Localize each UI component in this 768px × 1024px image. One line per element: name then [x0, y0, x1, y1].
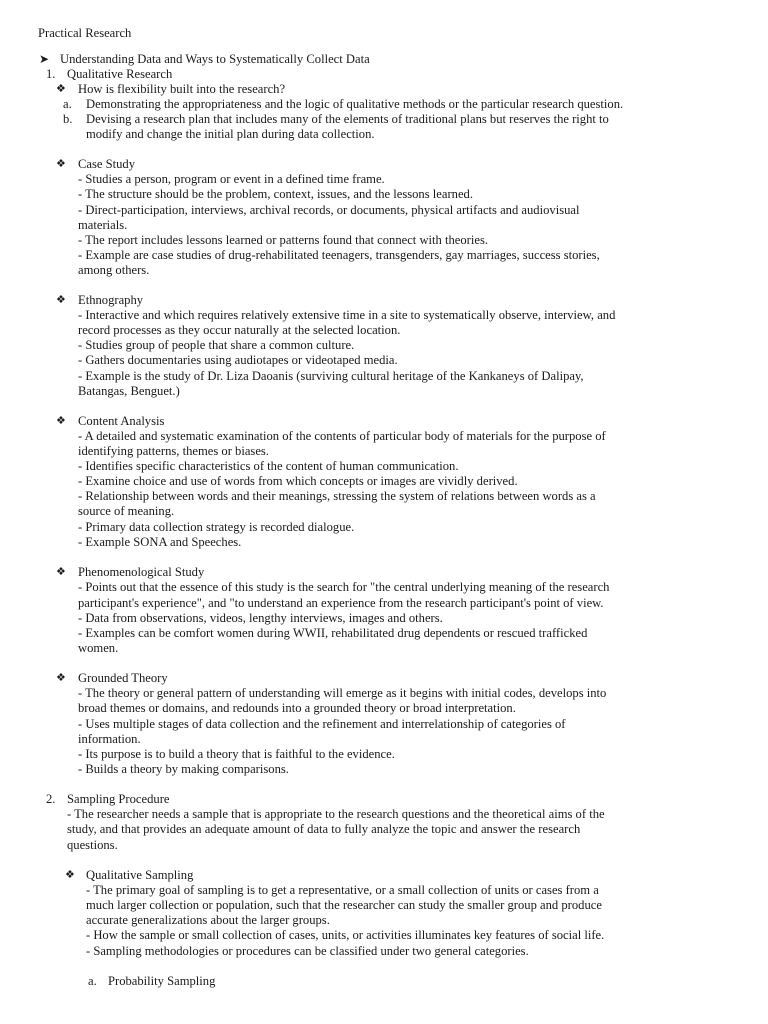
- question-heading: How is flexibility built into the research?: [78, 82, 286, 96]
- body-line: - Gathers documentaries using audiotapes or videotaped media.: [78, 353, 398, 367]
- body-line: - Direct-participation, interviews, archival records, or documents, physical artifacts and audiovisual: [78, 203, 580, 217]
- arrow-bullet-icon: ➤: [39, 52, 50, 66]
- body-line: accurate generalizations about the larger groups.: [86, 913, 330, 927]
- body-line: - A detailed and systematic examination of the contents of particular body of materials for the purpose of: [78, 429, 606, 443]
- body-line: - Example is the study of Dr. Liza Daoanis (surviving cultural heritage of the Kankaneys of Dalipay,: [78, 369, 584, 383]
- list-item-text: Demonstrating the appropriateness and the logic of qualitative methods or the particular research question.: [86, 97, 624, 111]
- body-line: - The theory or general pattern of understanding will emerge as it begins with initial codes, develops into: [78, 686, 607, 700]
- body-line: - The report includes lessons learned or patterns found that connect with theories.: [78, 233, 488, 247]
- list-number: 2.: [46, 792, 56, 806]
- body-line: source of meaning.: [78, 504, 175, 518]
- subsection-title: Sampling Procedure: [67, 792, 170, 806]
- list-item-text: Devising a research plan that includes many of the elements of traditional plans but reserves the right to: [86, 112, 609, 126]
- body-line: broad themes or domains, and redounds into a grounded theory or broad interpretation.: [78, 701, 516, 715]
- body-line: - Its purpose is to build a theory that is faithful to the evidence.: [78, 747, 395, 761]
- list-marker: a.: [88, 974, 97, 988]
- list-marker: b.: [63, 112, 73, 126]
- subsection-title: Qualitative Research: [67, 67, 173, 81]
- list-marker: a.: [63, 97, 72, 111]
- topic-heading: Qualitative Sampling: [86, 868, 194, 882]
- body-line: - Studies a person, program or event in a defined time frame.: [78, 172, 385, 186]
- list-item-text: Probability Sampling: [108, 974, 216, 988]
- body-line: - Examples can be comfort women during WWII, rehabilitated drug dependents or rescued trafficked: [78, 626, 588, 640]
- topic-heading: Case Study: [78, 157, 136, 171]
- document-header: Practical Research: [38, 26, 132, 40]
- body-line: - Data from observations, videos, lengthy interviews, images and others.: [78, 611, 443, 625]
- section-heading: Understanding Data and Ways to Systematically Collect Data: [60, 52, 370, 66]
- list-number: 1.: [46, 67, 56, 81]
- diamond-bullet-icon: ❖: [56, 672, 66, 684]
- body-line: - How the sample or small collection of cases, units, or activities illuminates key features of social life.: [86, 928, 605, 942]
- body-line: questions.: [67, 838, 118, 852]
- body-line: materials.: [78, 218, 128, 232]
- body-line: - Interactive and which requires relatively extensive time in a site to systematically observe, interview, and: [78, 308, 616, 322]
- body-line: women.: [78, 641, 119, 655]
- body-line: - Studies group of people that share a common culture.: [78, 338, 355, 352]
- body-line: participant's experience", and "to understand an experience from the research participant's point of view.: [78, 596, 604, 610]
- diamond-bullet-icon: ❖: [56, 294, 66, 306]
- body-line: - Points out that the essence of this study is the search for "the central underlying meaning of the research: [78, 580, 610, 594]
- diamond-bullet-icon: ❖: [56, 83, 66, 95]
- diamond-bullet-icon: ❖: [65, 869, 75, 881]
- body-line: - Sampling methodologies or procedures can be classified under two general categories.: [86, 944, 529, 958]
- body-line: - Example SONA and Speeches.: [78, 535, 242, 549]
- list-item-text: modify and change the initial plan during data collection.: [86, 127, 375, 141]
- topic-heading: Ethnography: [78, 293, 144, 307]
- body-line: - Relationship between words and their meanings, stressing the system of relations between words as a: [78, 489, 596, 503]
- body-line: - Identifies specific characteristics of the content of human communication.: [78, 459, 459, 473]
- diamond-bullet-icon: ❖: [56, 158, 66, 170]
- body-line: among others.: [78, 263, 150, 277]
- body-line: - The structure should be the problem, context, issues, and the lessons learned.: [78, 187, 473, 201]
- body-line: Batangas, Benguet.): [78, 384, 180, 398]
- body-line: - Example are case studies of drug-rehabilitated teenagers, transgenders, gay marriages, success stories,: [78, 248, 600, 262]
- topic-heading: Grounded Theory: [78, 671, 168, 685]
- body-line: study, and that provides an adequate amount of data to fully analyze the topic and answer the research: [67, 822, 581, 836]
- body-line: - Uses multiple stages of data collection and the refinement and interrelationship of categories of: [78, 717, 566, 731]
- body-line: - Builds a theory by making comparisons.: [78, 762, 289, 776]
- body-line: information.: [78, 732, 141, 746]
- diamond-bullet-icon: ❖: [56, 566, 66, 578]
- topic-heading: Content Analysis: [78, 414, 165, 428]
- diamond-bullet-icon: ❖: [56, 415, 66, 427]
- body-line: - Examine choice and use of words from which concepts or images are vividly derived.: [78, 474, 518, 488]
- topic-heading: Phenomenological Study: [78, 565, 205, 579]
- body-line: identifying patterns, themes or biases.: [78, 444, 269, 458]
- body-line: - The primary goal of sampling is to get a representative, or a small collection of units or cases from a: [86, 883, 599, 897]
- body-line: - Primary data collection strategy is recorded dialogue.: [78, 520, 355, 534]
- body-line: record processes as they occur naturally at the selected location.: [78, 323, 401, 337]
- body-line: - The researcher needs a sample that is appropriate to the research questions and the theoretical aims of the: [67, 807, 605, 821]
- body-line: much larger collection or population, such that the researcher can study the smaller group and produce: [86, 898, 602, 912]
